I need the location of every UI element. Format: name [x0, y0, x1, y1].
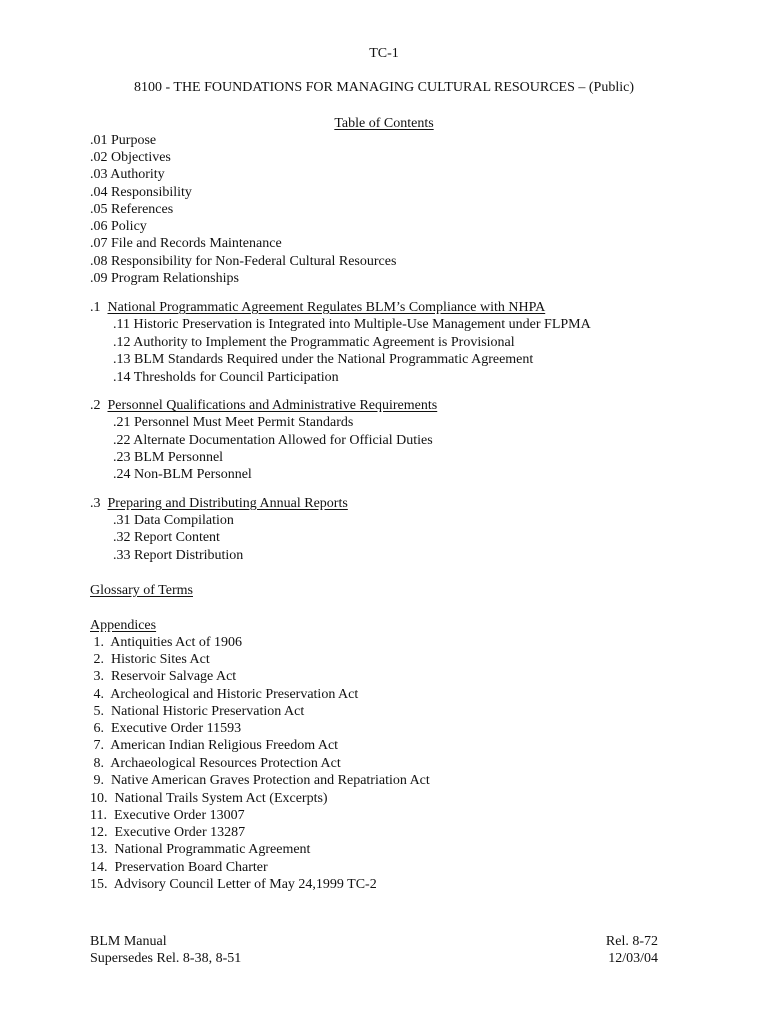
section-heading: .2 Personnel Qualifications and Administrative Requirements	[90, 398, 438, 413]
appendix-item: 7. American Indian Religious Freedom Act	[90, 738, 339, 753]
appendix-item: 3. Reservoir Salvage Act	[90, 669, 237, 684]
appendix-item: 15. Advisory Council Letter of May 24,1999 TC-2	[90, 877, 377, 892]
section-heading: .1 National Programmatic Agreement Regulates BLM’s Compliance with NHPA	[90, 300, 546, 315]
footer-date: 12/03/04	[608, 951, 658, 966]
section-item: .21 Personnel Must Meet Permit Standards	[113, 415, 354, 430]
footer-release: Rel. 8-72	[605, 934, 658, 949]
toc-item: .08 Responsibility for Non-Federal Cultural Resources	[90, 254, 397, 269]
appendix-item: 9. Native American Graves Protection and Repatriation Act	[90, 773, 430, 788]
section-item: .12 Authority to Implement the Programmatic Agreement is Provisional	[113, 335, 515, 350]
toc-item: .09 Program Relationships	[90, 271, 239, 286]
appendix-item: 5. National Historic Preservation Act	[90, 704, 305, 719]
appendix-item: 12. Executive Order 13287	[90, 825, 246, 840]
appendix-item: 6. Executive Order 11593	[90, 721, 242, 736]
appendix-item: 13. National Programmatic Agreement	[90, 842, 311, 857]
appendices-heading: Appendices	[90, 618, 157, 633]
toc-heading: Table of Contents	[334, 116, 434, 131]
glossary-heading: Glossary of Terms	[90, 583, 193, 598]
section-item: .31 Data Compilation	[113, 513, 234, 528]
section-item: .14 Thresholds for Council Participation	[113, 370, 339, 385]
footer-manual: BLM Manual	[90, 934, 167, 949]
toc-item: .01 Purpose	[90, 133, 157, 148]
section-item: .11 Historic Preservation is Integrated into Multiple-Use Management under FLPMA	[113, 317, 591, 332]
appendix-item: 10. National Trails System Act (Excerpts)	[90, 791, 328, 806]
appendix-item: 14. Preservation Board Charter	[90, 860, 268, 875]
appendix-item: 2. Historic Sites Act	[90, 652, 210, 667]
toc-item: .05 References	[90, 202, 174, 217]
appendix-item: 11. Executive Order 13007	[90, 808, 245, 823]
toc-item: .03 Authority	[90, 167, 165, 182]
appendix-item: 1. Antiquities Act of 1906	[90, 635, 243, 650]
page-label: TC-1	[369, 46, 399, 61]
appendix-item: 4. Archeological and Historic Preservation Act	[90, 687, 359, 702]
section-item: .33 Report Distribution	[113, 548, 244, 563]
document-title: 8100 - THE FOUNDATIONS FOR MANAGING CULTURAL RESOURCES – (Public)	[133, 80, 634, 95]
footer-supersedes: Supersedes Rel. 8-38, 8-51	[90, 951, 242, 966]
appendix-item: 8. Archaeological Resources Protection Act	[90, 756, 341, 771]
section-item: .22 Alternate Documentation Allowed for Official Duties	[113, 433, 433, 448]
section-item: .13 BLM Standards Required under the National Programmatic Agreement	[113, 352, 534, 367]
toc-item: .07 File and Records Maintenance	[90, 236, 282, 251]
section-item: .32 Report Content	[113, 530, 220, 545]
section-item: .23 BLM Personnel	[113, 450, 224, 465]
toc-item: .02 Objectives	[90, 150, 171, 165]
toc-item: .06 Policy	[90, 219, 147, 234]
section-heading: .3 Preparing and Distributing Annual Reports	[90, 496, 348, 511]
section-item: .24 Non-BLM Personnel	[113, 467, 252, 482]
toc-item: .04 Responsibility	[90, 185, 192, 200]
